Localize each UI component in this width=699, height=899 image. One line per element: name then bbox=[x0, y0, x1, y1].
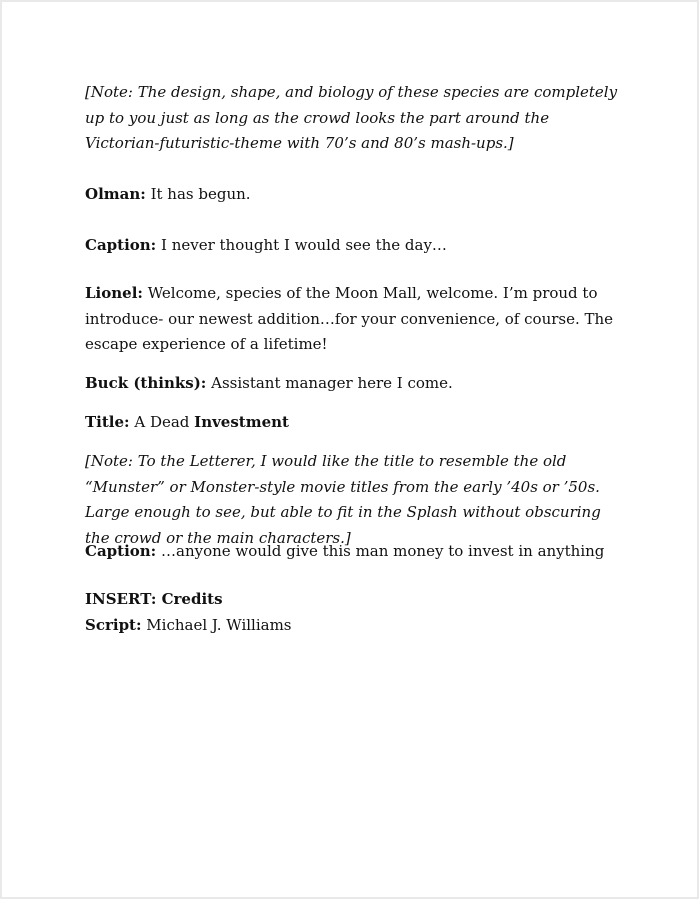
insert-credits bbox=[85, 587, 625, 613]
speaker-label: Olman: bbox=[85, 185, 146, 203]
dialogue-text: …anyone would give this man money to invest in anything bbox=[156, 542, 605, 560]
credit-label: Script: bbox=[85, 616, 142, 634]
title-label: Title: bbox=[85, 413, 130, 431]
dialogue-lionel bbox=[85, 281, 625, 358]
note-creature-design: [Note: The design, shape, and biology of these species are completely up to you just as long as the crowd looks the part around the Victorian-futuristic-theme with 70’s and 80’s mash-ups.] bbox=[85, 83, 618, 152]
speaker-label: Lionel: bbox=[85, 284, 143, 302]
dialogue-text: I never thought I would see the day… bbox=[156, 236, 447, 254]
insert-label: INSERT: Credits bbox=[85, 590, 223, 608]
dialogue-text: Welcome, species of the Moon Mall, welcome. I’m proud to introduce- our newest addition…for your convenience, of course. The escape experience of a lifetime! bbox=[85, 284, 614, 353]
caption-second bbox=[85, 539, 625, 565]
caption-first bbox=[85, 233, 625, 259]
title-text: A Dead bbox=[129, 413, 195, 431]
dialogue-text: It has begun. bbox=[145, 185, 251, 203]
dialogue-text: Assistant manager here I come. bbox=[206, 374, 453, 392]
dialogue-buck bbox=[85, 371, 625, 397]
script-credit bbox=[85, 613, 625, 639]
speaker-label: Caption: bbox=[85, 236, 157, 254]
speaker-label: Caption: bbox=[85, 542, 157, 560]
dialogue-olman bbox=[85, 182, 625, 208]
title-emphasis: Investment bbox=[194, 413, 289, 431]
document-page bbox=[2, 2, 697, 897]
speaker-label: Buck (thinks): bbox=[85, 374, 207, 392]
note-letterer: [Note: To the Letterer, I would like the title to resemble the old “Munster” or Monster-style movie titles from the early ’40s or ’50s. Large enough to see, but able to fit in the Splash without obscuring the crowd or the main characters.] bbox=[85, 452, 601, 547]
credit-text: Michael J. Williams bbox=[141, 616, 292, 634]
title-line bbox=[85, 410, 625, 436]
